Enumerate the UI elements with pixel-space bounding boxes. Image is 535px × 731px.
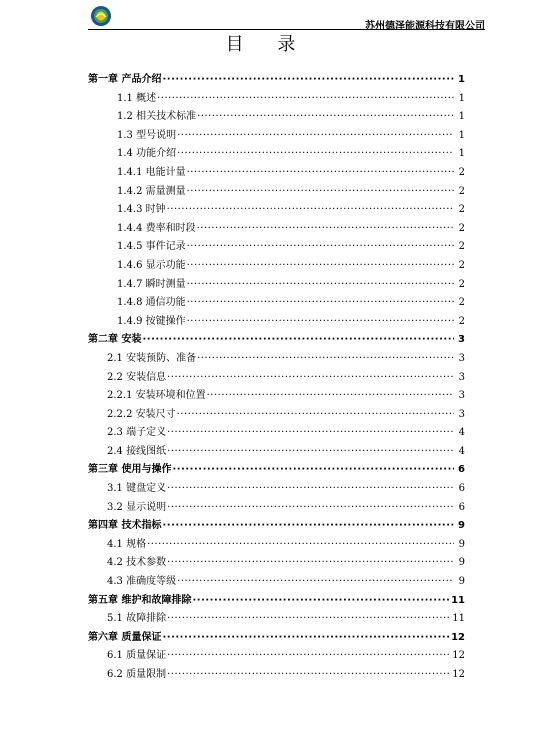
toc-entry-page: 9 — [458, 520, 465, 532]
toc-chapter-entry[interactable] — [88, 628, 465, 647]
toc-entry-label: 1.4.9 按键操作 — [117, 315, 186, 327]
toc-entry-page: 3 — [458, 408, 465, 420]
toc-entry-label: 2.2.2 安装尺寸 — [107, 408, 176, 420]
toc-section-entry[interactable] — [88, 89, 465, 108]
toc-entry-label: 1.4.1 电能计量 — [117, 166, 186, 178]
toc-leader-dots — [172, 464, 454, 475]
toc-section-entry[interactable] — [88, 219, 465, 238]
toc-entry-page: 1 — [458, 148, 465, 160]
toc-leader-dots — [187, 297, 454, 308]
toc-entry-label: 第一章 产品介绍 — [88, 74, 162, 85]
toc-entry-label: 1.4.6 显示功能 — [117, 259, 186, 271]
toc-section-entry[interactable] — [88, 442, 465, 461]
toc-section-entry[interactable] — [88, 498, 465, 517]
toc-entry-label: 1.4.5 事件记录 — [117, 241, 186, 253]
toc-leader-dots — [167, 204, 454, 215]
toc-entry-label: 3.1 键盘定义 — [107, 483, 167, 495]
toc-entry-label: 4.3 准确度等级 — [107, 576, 177, 588]
toc-entry-label: 1.1 概述 — [117, 92, 157, 104]
toc-section-entry[interactable] — [88, 349, 465, 368]
toc-section-entry[interactable] — [88, 163, 465, 182]
toc-leader-dots — [197, 353, 454, 364]
toc-entry-label: 6.2 质量限制 — [107, 669, 167, 680]
toc-entry-page: 2 — [458, 222, 465, 234]
toc-section-entry[interactable] — [88, 479, 465, 498]
toc-leader-dots — [192, 595, 450, 606]
toc-entry-page: 3 — [458, 390, 465, 402]
toc-entry-label: 1.2 相关技术标准 — [117, 111, 197, 123]
toc-entry-page: 6 — [458, 501, 465, 513]
toc-section-entry[interactable] — [88, 423, 465, 442]
toc-entry-label: 第三章 使用与操作 — [88, 464, 172, 476]
toc-leader-dots — [177, 409, 454, 420]
toc-entry-page: 2 — [458, 315, 465, 327]
toc-leader-dots — [147, 539, 454, 550]
toc-entry-label: 1.4.2 需量测量 — [117, 185, 186, 197]
toc-entry-page: 9 — [458, 538, 465, 550]
toc-entry-label: 1.4.3 时钟 — [117, 204, 166, 216]
toc-leader-dots — [187, 316, 454, 327]
toc-entry-label: 第五章 维护和故障排除 — [88, 594, 192, 606]
table-of-contents — [88, 70, 465, 684]
toc-leader-dots — [167, 557, 454, 568]
toc-entry-page: 2 — [458, 166, 465, 178]
toc-section-entry[interactable] — [88, 312, 465, 331]
toc-section-entry[interactable] — [88, 405, 465, 424]
toc-leader-dots — [167, 669, 451, 680]
toc-entry-page: 6 — [458, 483, 465, 495]
toc-entry-page: 4 — [458, 445, 465, 457]
toc-leader-dots — [162, 74, 454, 85]
toc-leader-dots — [162, 632, 450, 643]
toc-entry-page: 1 — [458, 74, 465, 85]
toc-section-entry[interactable] — [88, 609, 465, 628]
toc-entry-label: 5.1 故障排除 — [107, 613, 167, 625]
toc-leader-dots — [167, 502, 454, 513]
toc-entry-page: 2 — [458, 241, 465, 253]
toc-entry-label: 2.2 安装信息 — [107, 371, 167, 383]
toc-entry-label: 第四章 技术指标 — [88, 520, 162, 532]
toc-leader-dots — [177, 148, 454, 159]
toc-entry-label: 4.1 规格 — [107, 538, 147, 550]
toc-entry-page: 12 — [452, 650, 465, 662]
toc-entry-label: 6.1 质量保证 — [107, 650, 167, 662]
toc-section-entry[interactable] — [88, 535, 465, 554]
toc-chapter-entry[interactable] — [88, 330, 465, 349]
toc-entry-label: 1.4.8 通信功能 — [117, 297, 186, 309]
toc-section-entry[interactable] — [88, 572, 465, 591]
toc-section-entry[interactable] — [88, 275, 465, 294]
toc-section-entry[interactable] — [88, 144, 465, 163]
toc-entry-page: 1 — [458, 129, 465, 141]
toc-entry-label: 1.4.4 费率和时段 — [117, 222, 196, 234]
toc-leader-dots — [167, 427, 454, 438]
toc-entry-page: 12 — [451, 631, 465, 643]
toc-entry-page: 4 — [458, 427, 465, 439]
toc-entry-label: 1.4 功能介绍 — [117, 148, 177, 160]
toc-entry-label: 2.4 接线图纸 — [107, 445, 167, 457]
toc-entry-page: 11 — [452, 613, 465, 625]
toc-leader-dots — [142, 334, 454, 345]
toc-section-entry[interactable] — [88, 237, 465, 256]
toc-leader-dots — [187, 241, 454, 252]
toc-leader-dots — [197, 223, 454, 234]
toc-leader-dots — [187, 260, 454, 271]
toc-leader-dots — [187, 279, 454, 290]
toc-leader-dots — [177, 130, 454, 141]
toc-section-entry[interactable] — [88, 182, 465, 201]
toc-entry-page: 3 — [458, 334, 465, 346]
toc-entry-page: 2 — [458, 278, 465, 290]
toc-section-entry[interactable] — [88, 646, 465, 665]
toc-section-entry[interactable] — [88, 665, 465, 684]
toc-entry-page: 2 — [458, 259, 465, 271]
toc-entry-page: 9 — [458, 557, 465, 569]
toc-entry-page: 11 — [451, 594, 465, 606]
toc-entry-label: 2.3 端子定义 — [107, 427, 167, 439]
toc-entry-label: 第二章 安装 — [88, 334, 142, 346]
toc-entry-label: 1.4.7 瞬时测量 — [117, 278, 186, 290]
toc-chapter-entry[interactable] — [88, 70, 465, 89]
toc-entry-label: 2.1 安装预防、准备 — [107, 352, 197, 364]
toc-section-entry[interactable] — [88, 553, 465, 572]
toc-entry-page: 12 — [452, 669, 465, 680]
toc-section-entry[interactable] — [88, 293, 465, 312]
toc-chapter-entry[interactable] — [88, 591, 465, 610]
toc-entry-page: 2 — [458, 185, 465, 197]
toc-entry-label: 4.2 技术参数 — [107, 557, 167, 569]
toc-entry-page: 2 — [458, 297, 465, 309]
toc-leader-dots — [162, 520, 454, 531]
toc-leader-dots — [177, 576, 454, 587]
toc-entry-page: 2 — [458, 204, 465, 216]
toc-entry-label: 1.3 型号说明 — [117, 129, 177, 141]
toc-entry-label: 3.2 显示说明 — [107, 501, 167, 513]
toc-section-entry[interactable] — [88, 386, 465, 405]
toc-entry-page: 3 — [458, 371, 465, 383]
toc-section-entry[interactable] — [88, 256, 465, 275]
toc-leader-dots — [167, 650, 451, 661]
toc-section-entry[interactable] — [88, 126, 465, 145]
toc-leader-dots — [167, 372, 454, 383]
toc-leader-dots — [197, 111, 454, 122]
toc-leader-dots — [157, 93, 454, 104]
toc-leader-dots — [167, 613, 451, 624]
page-title: 目 录 — [225, 34, 310, 55]
toc-leader-dots — [187, 167, 454, 178]
toc-entry-page: 3 — [458, 352, 465, 364]
toc-leader-dots — [167, 446, 454, 457]
toc-leader-dots — [167, 483, 454, 494]
toc-chapter-entry[interactable] — [88, 516, 465, 535]
toc-leader-dots — [207, 390, 454, 401]
toc-section-entry[interactable] — [88, 107, 465, 126]
company-name: 苏州德泽能源科技有限公司 — [365, 21, 485, 32]
toc-entry-page: 1 — [458, 92, 465, 104]
toc-leader-dots — [187, 186, 454, 197]
toc-entry-label: 第六章 质量保证 — [88, 631, 162, 643]
company-logo-icon — [90, 5, 112, 27]
toc-entry-page: 9 — [458, 576, 465, 588]
toc-section-entry[interactable] — [88, 368, 465, 387]
toc-section-entry[interactable] — [88, 200, 465, 219]
toc-chapter-entry[interactable] — [88, 460, 465, 479]
toc-entry-page: 1 — [458, 111, 465, 123]
toc-entry-label: 2.2.1 安装环境和位置 — [107, 390, 206, 402]
toc-entry-page: 6 — [458, 464, 465, 476]
